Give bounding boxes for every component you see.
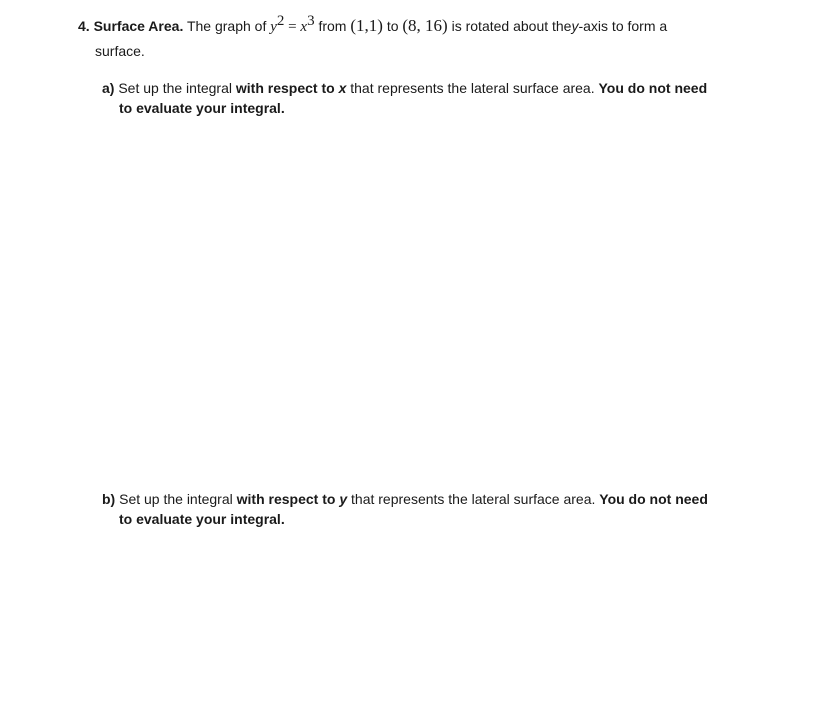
part-a	[102, 78, 742, 118]
part-a-label: a)	[102, 80, 115, 96]
problem-title: Surface Area.	[93, 18, 184, 34]
problem-text-rotated: is rotated about the	[451, 18, 572, 34]
equation-equals: =	[284, 19, 301, 35]
part-b-label: b)	[102, 491, 116, 507]
part-b-text-area: that represents the lateral surface area.	[351, 491, 596, 507]
part-a-variable: x	[338, 80, 347, 96]
part-b-bold-respect: with respect to	[236, 491, 336, 507]
part-b-text-intro: Set up the integral	[119, 491, 233, 507]
part-b-variable: y	[339, 491, 348, 507]
part-b	[102, 489, 742, 529]
equation-y: y	[270, 19, 277, 35]
equation	[270, 13, 318, 35]
problem-text-to: to	[386, 18, 399, 34]
problem-text-axis: -axis to form a	[578, 18, 668, 34]
equation-x-exponent: 3	[307, 13, 315, 29]
problem-number: 4.	[78, 18, 90, 34]
problem-text-surface: surface.	[95, 43, 145, 59]
problem-text-intro: The graph of	[186, 18, 267, 34]
part-a-text-intro: Set up the integral	[118, 80, 232, 96]
part-b-bold-evaluate: to evaluate your integral.	[119, 511, 285, 527]
part-a-bold-evaluate: to evaluate your integral.	[119, 100, 285, 116]
part-a-text-area: that represents the lateral surface area.	[350, 80, 595, 96]
problem-text-from: from	[318, 18, 347, 34]
part-a-bold-respect: with respect to	[235, 80, 335, 96]
equation-y-exponent: 2	[276, 13, 285, 29]
equation-x: x	[300, 19, 308, 35]
start-point: (1,1)	[350, 16, 383, 35]
problem-statement	[78, 14, 798, 63]
end-point: (8, 16)	[402, 16, 448, 35]
rotation-axis: y	[571, 18, 579, 34]
part-b-bold-need: You do not need	[599, 491, 708, 507]
part-a-bold-need: You do not need	[598, 80, 708, 96]
